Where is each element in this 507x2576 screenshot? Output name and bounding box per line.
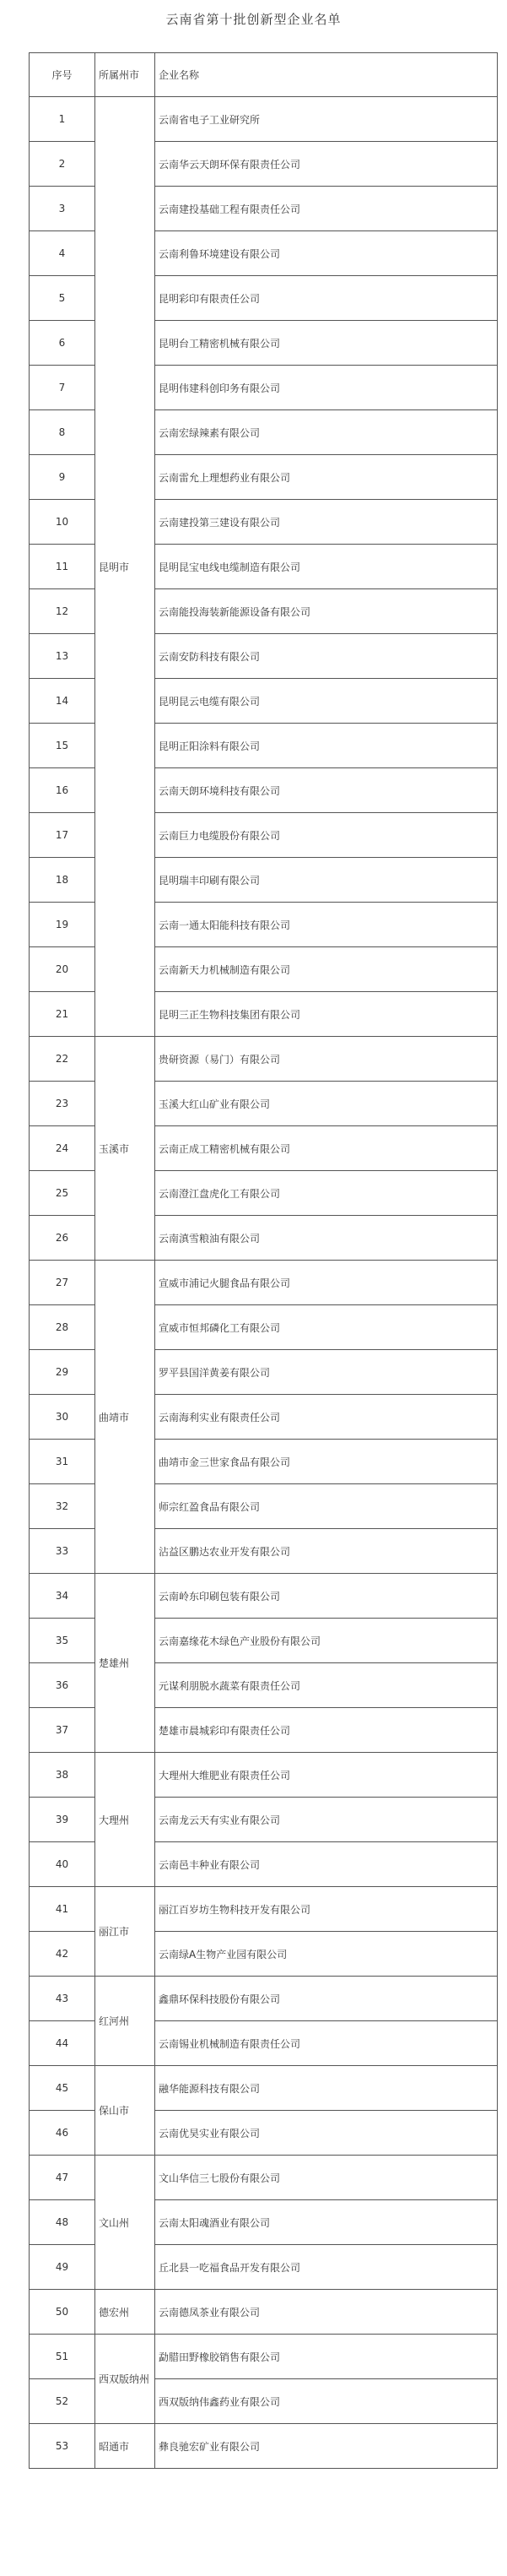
serial-number-cell: 28 (30, 1305, 95, 1350)
serial-number-cell: 44 (30, 2021, 95, 2066)
serial-number-cell: 2 (30, 142, 95, 187)
company-name-cell: 罗平县国洋黄姜有限公司 (155, 1350, 498, 1395)
serial-number-cell: 37 (30, 1708, 95, 1753)
company-name-cell: 云南德凤茶业有限公司 (155, 2290, 498, 2335)
company-name-cell: 云南滇雪粮油有限公司 (155, 1216, 498, 1261)
serial-number-cell: 31 (30, 1440, 95, 1484)
company-name-cell: 云南巨力电缆股份有限公司 (155, 813, 498, 858)
city-cell: 文山州 (95, 2156, 155, 2290)
serial-number-cell: 13 (30, 634, 95, 679)
serial-number-cell: 15 (30, 724, 95, 768)
company-name-cell: 大理州大维肥业有限责任公司 (155, 1753, 498, 1798)
company-name-cell: 宣威市恒邦磷化工有限公司 (155, 1305, 498, 1350)
table-row (30, 2290, 498, 2335)
serial-number-cell: 26 (30, 1216, 95, 1261)
city-cell: 昭通市 (95, 2424, 155, 2469)
company-name-cell: 昆明瑞丰印刷有限公司 (155, 858, 498, 903)
serial-number-cell: 4 (30, 231, 95, 276)
company-name-cell: 丽江百岁坊生物科技开发有限公司 (155, 1887, 498, 1932)
company-name-cell: 云南绿A生物产业园有限公司 (155, 1932, 498, 1977)
serial-number-cell: 1 (30, 97, 95, 142)
table-row (30, 2156, 498, 2200)
serial-number-cell: 39 (30, 1798, 95, 1842)
table-row (30, 1977, 498, 2021)
header-city: 所属州市 (95, 53, 155, 97)
serial-number-cell: 20 (30, 947, 95, 992)
company-name-cell: 云南安防科技有限公司 (155, 634, 498, 679)
company-name-cell: 沾益区鹏达农业开发有限公司 (155, 1529, 498, 1574)
serial-number-cell: 47 (30, 2156, 95, 2200)
company-name-cell: 云南澄江盘虎化工有限公司 (155, 1171, 498, 1216)
table-row (30, 1887, 498, 1932)
serial-number-cell: 5 (30, 276, 95, 321)
company-name-cell: 楚雄市晨城彩印有限责任公司 (155, 1708, 498, 1753)
city-cell: 西双版纳州 (95, 2335, 155, 2424)
city-cell: 丽江市 (95, 1887, 155, 1977)
page-title: 云南省第十批创新型企业名单 (165, 12, 342, 27)
city-cell: 红河州 (95, 1977, 155, 2066)
company-name-cell: 云南嘉缘花木绿色产业股份有限公司 (155, 1619, 498, 1663)
serial-number-cell: 8 (30, 410, 95, 455)
serial-number-cell: 42 (30, 1932, 95, 1977)
header-company-name: 企业名称 (155, 53, 498, 97)
company-name-cell: 云南优昊实业有限公司 (155, 2111, 498, 2156)
city-cell: 保山市 (95, 2066, 155, 2156)
serial-number-cell: 33 (30, 1529, 95, 1574)
serial-number-cell: 27 (30, 1261, 95, 1305)
table-row (30, 1574, 498, 1619)
table-row (30, 2424, 498, 2469)
company-table (29, 52, 498, 2469)
company-name-cell: 云南锡业机械制造有限责任公司 (155, 2021, 498, 2066)
company-name-cell: 云南建投基础工程有限责任公司 (155, 187, 498, 231)
company-name-cell: 云南一通太阳能科技有限公司 (155, 903, 498, 947)
company-name-cell: 昆明台工精密机械有限公司 (155, 321, 498, 366)
company-name-cell: 融华能源科技有限公司 (155, 2066, 498, 2111)
serial-number-cell: 45 (30, 2066, 95, 2111)
serial-number-cell: 10 (30, 500, 95, 545)
company-name-cell: 云南太阳魂酒业有限公司 (155, 2200, 498, 2245)
company-name-cell: 昆明昆宝电线电缆制造有限公司 (155, 545, 498, 589)
serial-number-cell: 29 (30, 1350, 95, 1395)
company-name-cell: 云南新天力机械制造有限公司 (155, 947, 498, 992)
serial-number-cell: 3 (30, 187, 95, 231)
serial-number-cell: 53 (30, 2424, 95, 2469)
serial-number-cell: 22 (30, 1037, 95, 1082)
company-name-cell: 云南利鲁环境建设有限公司 (155, 231, 498, 276)
city-cell: 昆明市 (95, 97, 155, 1037)
serial-number-cell: 23 (30, 1082, 95, 1126)
city-cell: 德宏州 (95, 2290, 155, 2335)
serial-number-cell: 7 (30, 366, 95, 410)
company-name-cell: 昆明正阳涂料有限公司 (155, 724, 498, 768)
city-cell: 大理州 (95, 1753, 155, 1887)
table-row (30, 2335, 498, 2379)
company-name-cell: 彝良驰宏矿业有限公司 (155, 2424, 498, 2469)
serial-number-cell: 21 (30, 992, 95, 1037)
company-name-cell: 曲靖市金三世家食品有限公司 (155, 1440, 498, 1484)
company-name-cell: 云南宏绿辣素有限公司 (155, 410, 498, 455)
company-name-cell: 云南雷允上理想药业有限公司 (155, 455, 498, 500)
serial-number-cell: 19 (30, 903, 95, 947)
serial-number-cell: 46 (30, 2111, 95, 2156)
table-row (30, 1037, 498, 1082)
table-row (30, 1261, 498, 1305)
header-serial-number: 序号 (30, 53, 95, 97)
serial-number-cell: 12 (30, 589, 95, 634)
table-row (30, 1753, 498, 1798)
serial-number-cell: 50 (30, 2290, 95, 2335)
company-name-cell: 勐腊田野橡胶销售有限公司 (155, 2335, 498, 2379)
serial-number-cell: 34 (30, 1574, 95, 1619)
company-name-cell: 云南能投海装新能源设备有限公司 (155, 589, 498, 634)
company-name-cell: 云南岭东印刷包装有限公司 (155, 1574, 498, 1619)
serial-number-cell: 16 (30, 768, 95, 813)
company-name-cell: 元谋利朋脱水蔬菜有限责任公司 (155, 1663, 498, 1708)
serial-number-cell: 30 (30, 1395, 95, 1440)
table-header (30, 53, 498, 97)
serial-number-cell: 24 (30, 1126, 95, 1171)
company-name-cell: 云南华云天朗环保有限责任公司 (155, 142, 498, 187)
serial-number-cell: 25 (30, 1171, 95, 1216)
table-header-row (30, 53, 498, 97)
company-name-cell: 丘北县一吃福食品开发有限公司 (155, 2245, 498, 2290)
serial-number-cell: 52 (30, 2379, 95, 2424)
company-name-cell: 云南省电子工业研究所 (155, 97, 498, 142)
serial-number-cell: 35 (30, 1619, 95, 1663)
serial-number-cell: 17 (30, 813, 95, 858)
company-name-cell: 玉溪大红山矿业有限公司 (155, 1082, 498, 1126)
serial-number-cell: 32 (30, 1484, 95, 1529)
company-name-cell: 昆明三正生物科技集团有限公司 (155, 992, 498, 1037)
serial-number-cell: 48 (30, 2200, 95, 2245)
city-cell: 曲靖市 (95, 1261, 155, 1574)
company-name-cell: 宣威市浦记火腿食品有限公司 (155, 1261, 498, 1305)
company-name-cell: 鑫鼎环保科技股份有限公司 (155, 1977, 498, 2021)
table-row (30, 97, 498, 142)
serial-number-cell: 18 (30, 858, 95, 903)
serial-number-cell: 9 (30, 455, 95, 500)
serial-number-cell: 43 (30, 1977, 95, 2021)
company-name-cell: 云南正成工精密机械有限公司 (155, 1126, 498, 1171)
company-name-cell: 昆明彩印有限责任公司 (155, 276, 498, 321)
serial-number-cell: 14 (30, 679, 95, 724)
company-name-cell: 云南龙云天有实业有限公司 (155, 1798, 498, 1842)
table-body (30, 97, 498, 2469)
city-cell: 楚雄州 (95, 1574, 155, 1753)
serial-number-cell: 40 (30, 1842, 95, 1887)
serial-number-cell: 6 (30, 321, 95, 366)
serial-number-cell: 11 (30, 545, 95, 589)
serial-number-cell: 38 (30, 1753, 95, 1798)
city-cell: 玉溪市 (95, 1037, 155, 1261)
company-name-cell: 云南建投第三建设有限公司 (155, 500, 498, 545)
company-name-cell: 师宗红盈食品有限公司 (155, 1484, 498, 1529)
company-name-cell: 云南海利实业有限责任公司 (155, 1395, 498, 1440)
company-name-cell: 云南天朗环境科技有限公司 (155, 768, 498, 813)
company-name-cell: 昆明昆云电缆有限公司 (155, 679, 498, 724)
serial-number-cell: 49 (30, 2245, 95, 2290)
company-name-cell: 贵研资源（易门）有限公司 (155, 1037, 498, 1082)
serial-number-cell: 41 (30, 1887, 95, 1932)
table-row (30, 2066, 498, 2111)
company-name-cell: 昆明伟建科创印务有限公司 (155, 366, 498, 410)
company-name-cell: 云南邑丰种业有限公司 (155, 1842, 498, 1887)
company-name-cell: 西双版纳伟鑫药业有限公司 (155, 2379, 498, 2424)
serial-number-cell: 36 (30, 1663, 95, 1708)
serial-number-cell: 51 (30, 2335, 95, 2379)
company-name-cell: 文山华信三七股份有限公司 (155, 2156, 498, 2200)
